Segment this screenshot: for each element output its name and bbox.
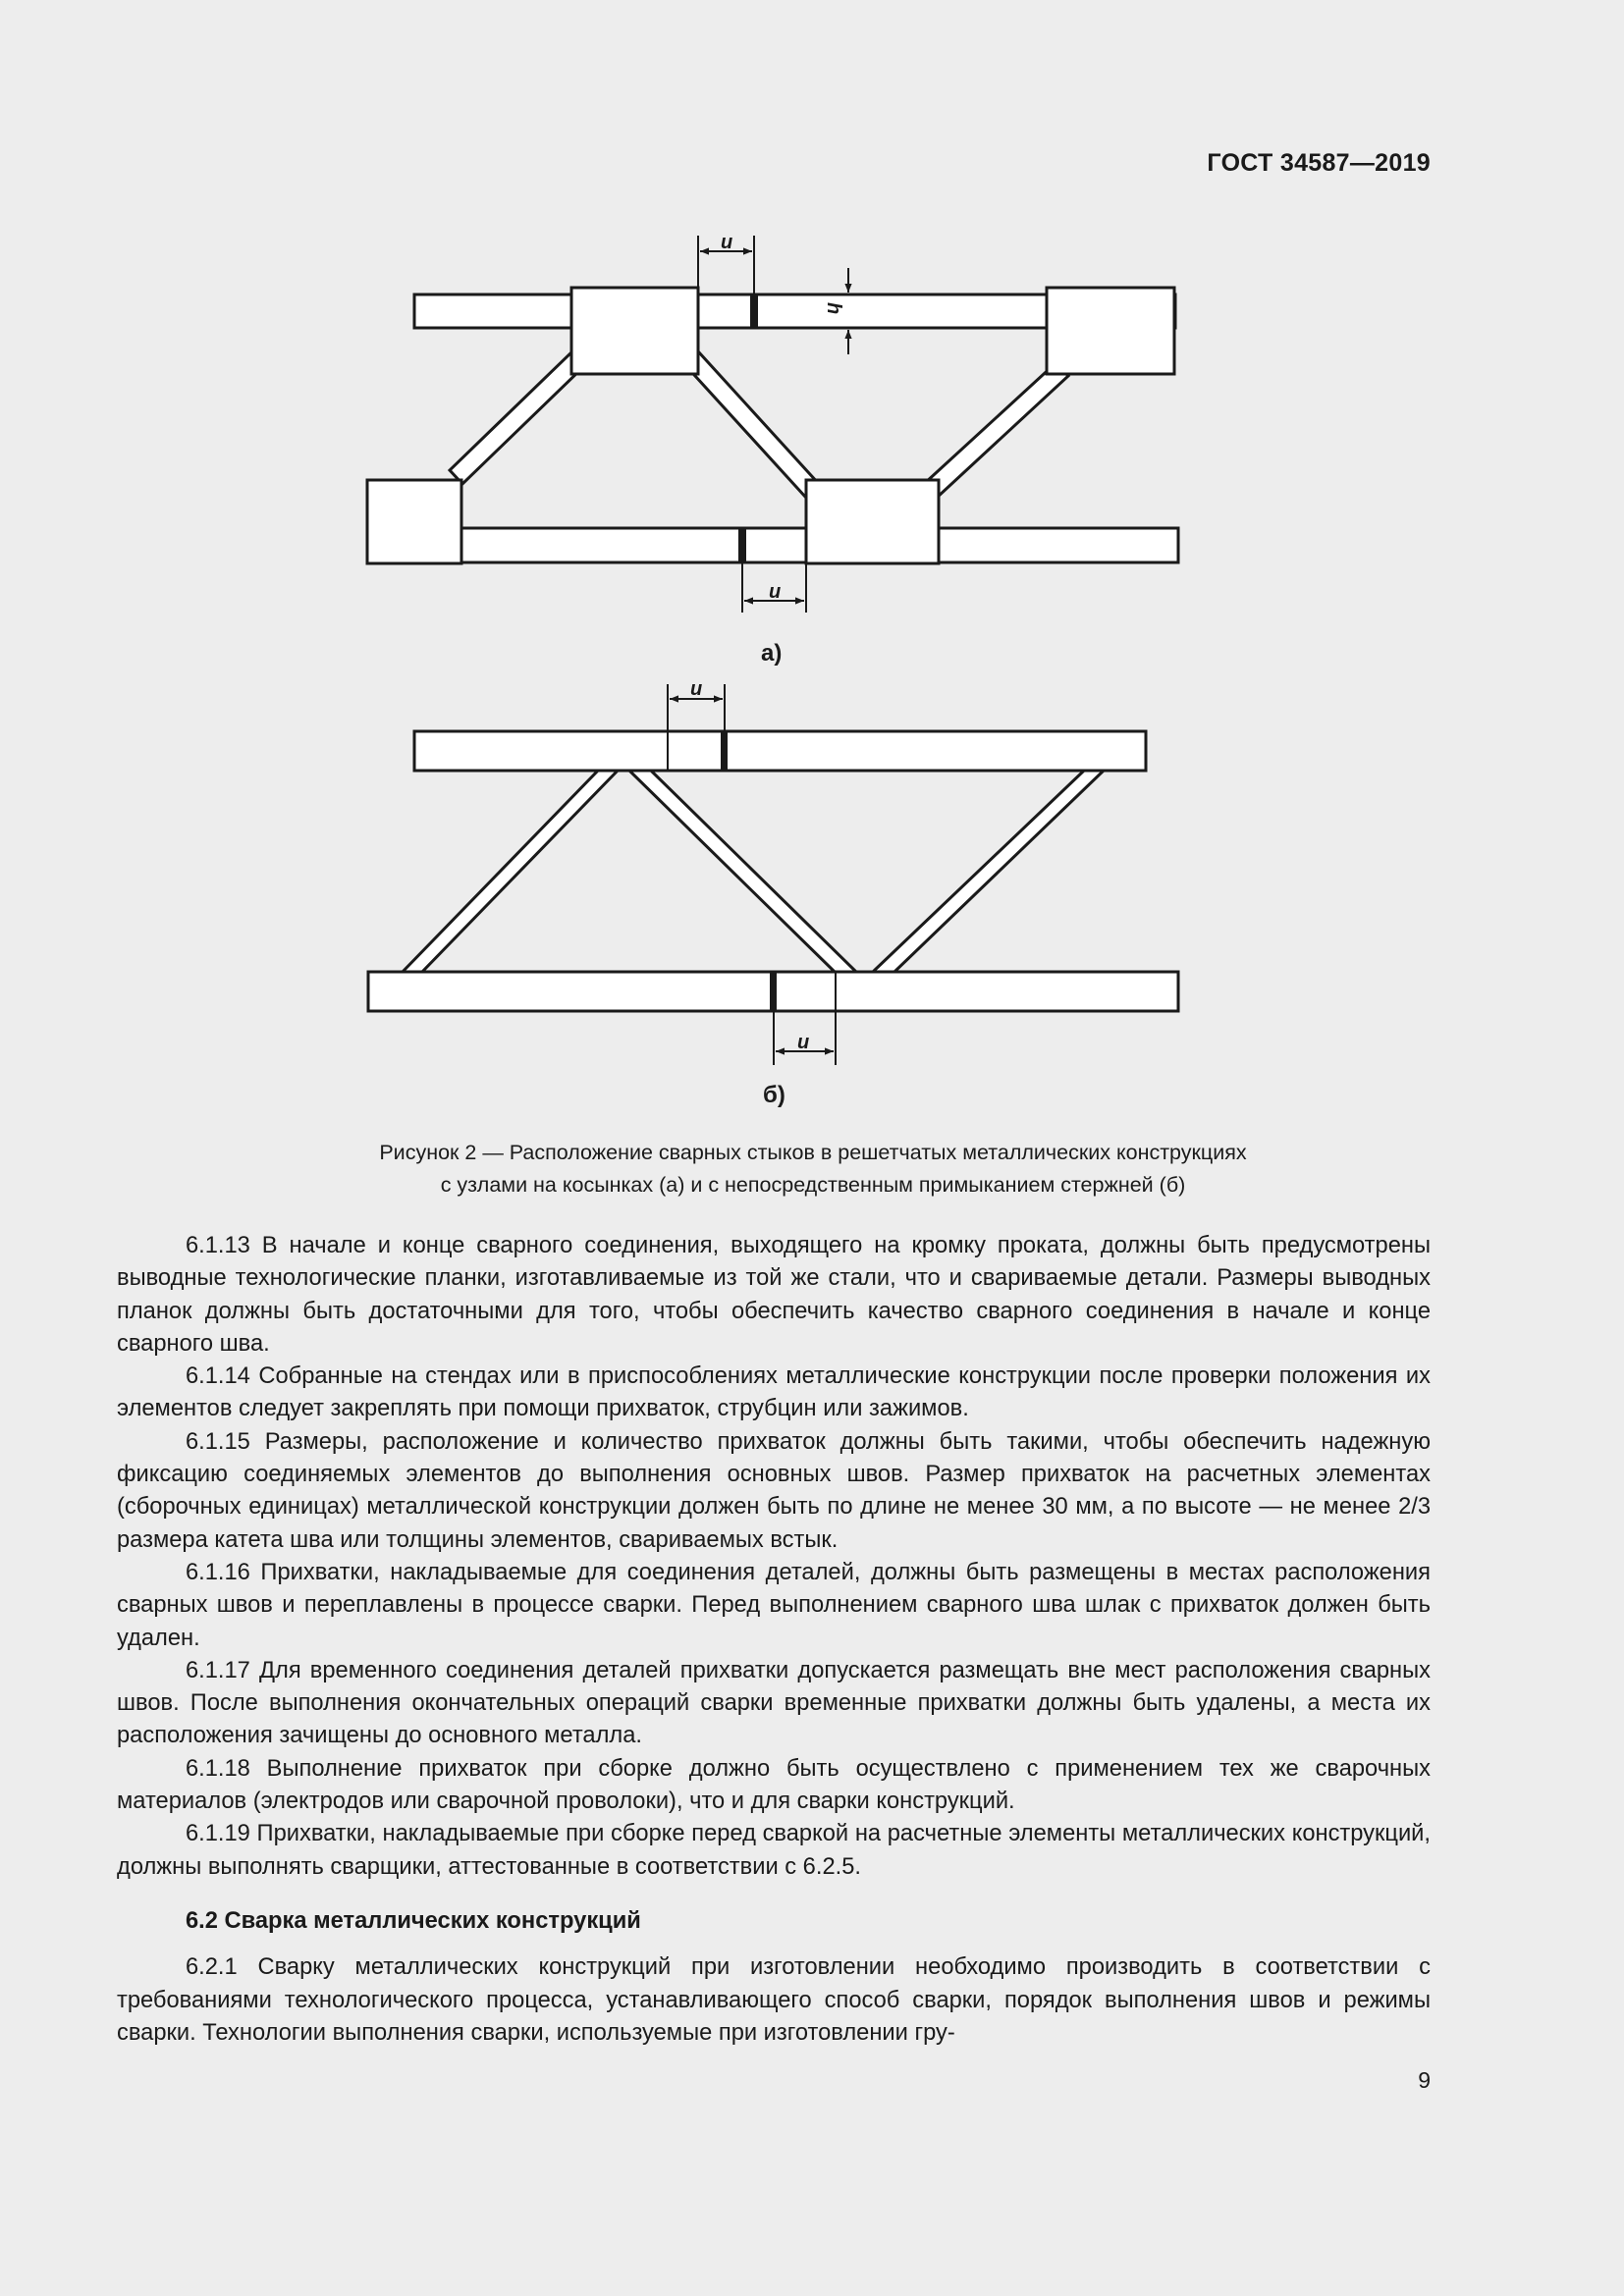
section-heading-6-2: 6.2 Сварка металлических конструкций bbox=[186, 1907, 641, 1934]
document-body bbox=[117, 1230, 1431, 2050]
dimension-h-label: h bbox=[823, 302, 844, 315]
paragraph-6-1-17: 6.1.17 Для временного соединения деталей прихватки допускается размещать вне мест расположения сварных швов. После выполнения окончательных операций сварки временные прихватки должны быть удалены, а места их расположения зачищены до основного металла. bbox=[117, 1657, 1431, 1749]
figure-label-a: а) bbox=[761, 640, 783, 667]
caption-line: Рисунок 2 — Расположение сварных стыков в решетчатых металлических конструкциях bbox=[379, 1141, 1247, 1164]
paragraph-6-1-19: 6.1.19 Прихватки, накладываемые при сборке перед сваркой на расчетные элементы металлических конструкций, должны выполнять сварщики, аттестованные в соответствии с 6.2.5. bbox=[117, 1821, 1431, 1880]
caption-line: с узлами на косынках (а) и с непосредственным примыканием стержней (б) bbox=[440, 1173, 1186, 1197]
paragraph-6-1-18: 6.1.18 Выполнение прихваток при сборке должно быть осуществлено с применением тех же сварочных материалов (электродов или сварочной проволоки), что и для сварки конструкций. bbox=[117, 1755, 1431, 1815]
paragraph-6-1-16: 6.1.16 Прихватки, накладываемые для соединения деталей, должны быть размещены в местах расположения сварных швов и переплавлены в процессе сварки. Перед выполнением сварного шва шлак с прихваток должен быть удален. bbox=[117, 1559, 1431, 1651]
weld-joint-mark bbox=[721, 731, 728, 771]
figure-2-drawing bbox=[0, 0, 1624, 1129]
diagonal-member bbox=[685, 351, 819, 498]
dimension-u-label: u bbox=[721, 232, 733, 253]
top-chord bbox=[414, 731, 1146, 771]
weld-joint-mark bbox=[750, 294, 758, 328]
standard-header: ГОСТ 34587—2019 bbox=[1207, 149, 1431, 177]
figure-b-truss bbox=[368, 731, 1178, 1011]
diagonal-member bbox=[629, 771, 856, 972]
paragraph-6-2-1: 6.2.1 Сварку металлических конструкций при изготовлении необходимо производить в соответствии с требованиями технологического процесса, устанавливающего способ сварки, порядок выполнения швов и режимы сварки. Технологии выполнения сварки, используемые при изготовлении гру- bbox=[117, 1954, 1431, 2046]
weld-joint-mark bbox=[770, 972, 777, 1011]
gusset-plate bbox=[571, 288, 698, 374]
gusset-plate bbox=[367, 480, 461, 563]
diagonal-member bbox=[873, 771, 1104, 972]
gusset-plate bbox=[806, 480, 939, 563]
figure-caption bbox=[167, 1137, 1459, 1201]
weld-joint-mark bbox=[738, 528, 746, 562]
dimension-u-label: u bbox=[690, 678, 703, 700]
paragraph-6-1-14: 6.1.14 Собранные на стендах или в приспособлениях металлические конструкции после проверки положения их элементов следует закреплять при помощи прихваток, струбцин или зажимов. bbox=[117, 1363, 1431, 1422]
diagonal-member bbox=[403, 771, 618, 972]
dimension-u-label: u bbox=[797, 1032, 810, 1053]
gusset-plate bbox=[1047, 288, 1174, 374]
diagonal-member bbox=[924, 363, 1068, 498]
paragraph-6-1-15: 6.1.15 Размеры, расположение и количество прихваток должны быть такими, чтобы обеспечить надежную фиксацию соединяемых элементов до выполнения основных швов. Размер прихваток на расчетных элементах (сборочных единицах) металлической конструкции должен быть по длине не менее 30 мм, а по высоте — не менее 2/3 размера катета шва или толщины элементов, свариваемых встык. bbox=[117, 1428, 1431, 1553]
figure-label-b: б) bbox=[763, 1082, 785, 1108]
figure-a-truss bbox=[367, 288, 1178, 563]
diagonal-member bbox=[450, 351, 585, 484]
paragraph-6-1-13: 6.1.13 В начале и конце сварного соединения, выходящего на кромку проката, должны быть предусмотрены выводные технологические планки, изготавливаемые из той же стали, что и свариваемые детали. Размеры выводных планок должны быть достаточными для того, чтобы обеспечить качество сварного соединения в начале и конце сварного шва. bbox=[117, 1233, 1431, 1357]
dimension-u-label: u bbox=[769, 581, 782, 603]
page-number: 9 bbox=[1418, 2067, 1431, 2093]
